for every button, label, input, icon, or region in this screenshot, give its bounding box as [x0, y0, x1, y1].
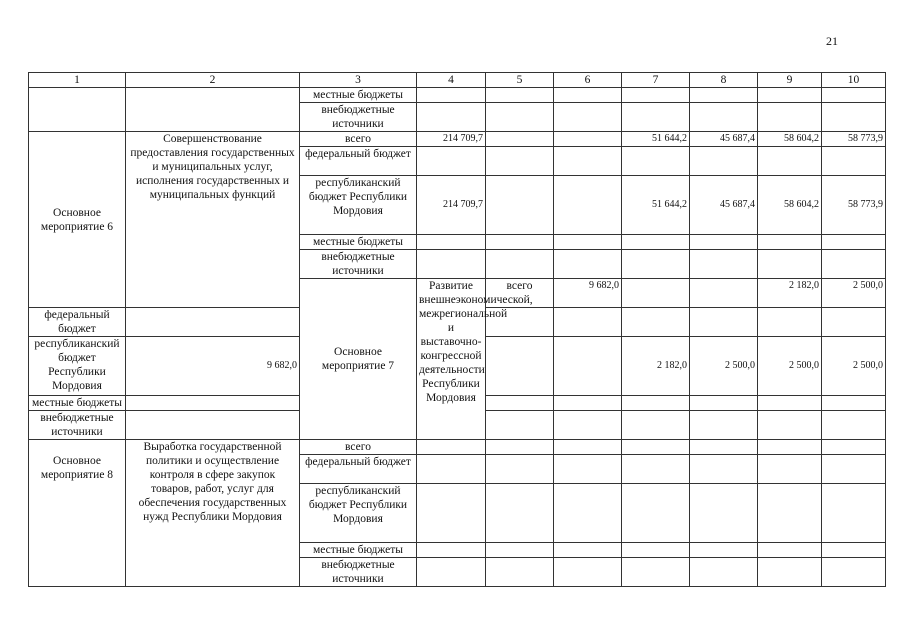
value-cell	[486, 132, 554, 147]
source-label: местные бюджеты	[300, 235, 417, 250]
source-label: внебюджетные источники	[300, 103, 417, 132]
value-cell	[417, 484, 486, 543]
value-cell	[690, 440, 758, 455]
measure-description: Совершенствование предоставления государственных и муниципальных услуг, исполнения государственных и муниципальных функций	[126, 132, 300, 308]
header-cell: 6	[554, 73, 622, 88]
value-cell: 58 604,2	[758, 132, 822, 147]
value-cell	[690, 279, 758, 308]
value-cell	[622, 440, 690, 455]
value-cell: 214 709,7	[417, 132, 486, 147]
header-cell: 7	[622, 73, 690, 88]
source-label: местные бюджеты	[29, 396, 126, 411]
measure-description: Развитие внешнеэкономической, межрегиональной и выставочно-конгрессной деятельности Республики Мордовия	[417, 279, 486, 440]
value-cell	[417, 440, 486, 455]
value-cell	[758, 440, 822, 455]
value-cell: 2 182,0	[758, 279, 822, 308]
source-label: республиканский бюджет Республики Мордовия	[29, 337, 126, 396]
header-cell: 1	[29, 73, 126, 88]
value-cell	[622, 484, 690, 543]
value-cell	[486, 484, 554, 543]
table-row	[29, 132, 886, 147]
value-cell	[486, 176, 554, 235]
source-label: всего	[300, 440, 417, 455]
source-label: внебюджетные источники	[300, 250, 417, 279]
value-cell: 51 644,2	[622, 176, 690, 235]
value-cell: 2 500,0	[758, 337, 822, 396]
table-row	[29, 88, 886, 103]
source-label: республиканский бюджет Республики Мордовия	[300, 484, 417, 543]
source-label: внебюджетные источники	[29, 411, 126, 440]
value-cell	[554, 337, 622, 396]
value-cell	[554, 440, 622, 455]
value-cell: 2 500,0	[822, 337, 886, 396]
value-cell: 45 687,4	[690, 132, 758, 147]
value-cell	[822, 484, 886, 543]
value-cell	[486, 337, 554, 396]
source-label: местные бюджеты	[300, 543, 417, 558]
value-cell: 9 682,0	[126, 337, 300, 396]
value-cell: 58 604,2	[758, 176, 822, 235]
header-cell: 5	[486, 73, 554, 88]
table-row	[29, 440, 886, 455]
value-cell: 51 644,2	[622, 132, 690, 147]
value-cell: 2 182,0	[622, 337, 690, 396]
page-number: 21	[826, 34, 838, 48]
value-cell: 58 773,9	[822, 132, 886, 147]
value-cell: 214 709,7	[417, 176, 486, 235]
header-cell: 4	[417, 73, 486, 88]
value-cell	[758, 484, 822, 543]
measure-label: Основное мероприятие 6	[29, 132, 126, 308]
value-cell	[690, 484, 758, 543]
measure-label: Основное мероприятие 8	[29, 440, 126, 587]
value-cell: 45 687,4	[690, 176, 758, 235]
value-cell	[822, 440, 886, 455]
source-label: федеральный бюджет	[29, 308, 126, 337]
source-label: местные бюджеты	[300, 88, 417, 103]
source-label: всего	[486, 279, 554, 308]
value-cell	[486, 440, 554, 455]
header-cell: 10	[822, 73, 886, 88]
header-cell: 2	[126, 73, 300, 88]
value-cell: 2 500,0	[822, 279, 886, 308]
source-label: республиканский бюджет Республики Мордовия	[300, 176, 417, 235]
header-cell: 9	[758, 73, 822, 88]
value-cell: 58 773,9	[822, 176, 886, 235]
measure-label: Основное мероприятие 7	[300, 279, 417, 440]
value-cell	[554, 132, 622, 147]
value-cell	[554, 176, 622, 235]
source-label: всего	[300, 132, 417, 147]
source-label: федеральный бюджет	[300, 147, 417, 176]
value-cell: 2 500,0	[690, 337, 758, 396]
source-label: внебюджетные источники	[300, 558, 417, 587]
header-row	[29, 73, 886, 88]
value-cell: 9 682,0	[554, 279, 622, 308]
measure-description: Выработка государственной политики и осуществление контроля в сфере закупок товаров, работ, услуг для обеспечения государственных нужд Республики Мордовия	[126, 440, 300, 587]
value-cell	[622, 279, 690, 308]
value-cell	[554, 484, 622, 543]
header-cell: 3	[300, 73, 417, 88]
source-label: федеральный бюджет	[300, 455, 417, 484]
budget-table	[28, 72, 886, 587]
header-cell: 8	[690, 73, 758, 88]
